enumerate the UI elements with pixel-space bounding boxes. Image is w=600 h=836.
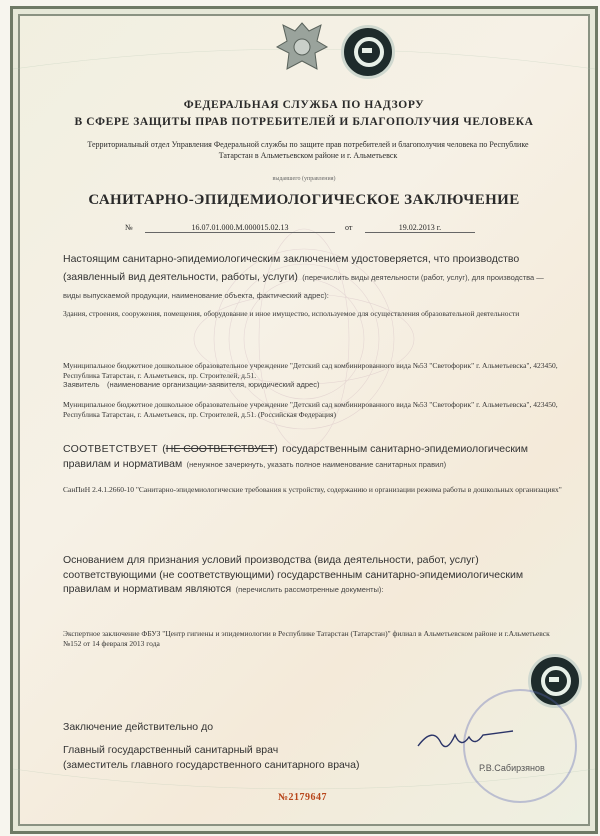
- date-label: от: [345, 223, 353, 232]
- certifies-text: Настоящим санитарно-эпидемиологическим заключением удостоверяется, что производство (заявленный вид деятельности, работы, услуги): [63, 253, 520, 283]
- issuer-caption: выдавшего (управления): [272, 176, 336, 182]
- chief-doctor-deputy: (заместитель главного государственного санитарного врача): [63, 759, 360, 771]
- certificate-sheet: [10, 6, 598, 834]
- object-description: Здания, строения, сооружения, помещения, оборудование и иное имущество, используемое для осуществления образовательной деятельности: [63, 309, 520, 318]
- not-conforms-struck: НЕ СООТВЕТСТВУЕТ: [165, 443, 275, 455]
- territorial-department: Территориальный отдел Управления Федеральной службы по защите прав потребителей и благополучия человека по Республике Татарстан в Альметьевском районе и г. Альметьевск: [87, 140, 529, 160]
- agency-line-1: ФЕДЕРАЛЬНАЯ СЛУЖБА ПО НАДЗОРУ: [183, 99, 425, 111]
- applicant-label: Заявитель: [63, 380, 100, 389]
- sanpin-reference: СанПиН 2.4.1.2660-10 "Санитарно-эпидемиологические требования к устройству, содержанию и организации режима работы в дошкольных организациях": [63, 485, 562, 494]
- valid-until-label: Заключение действительно до: [63, 721, 214, 733]
- coat-of-arms-emblem: [271, 17, 333, 81]
- conforms-word: СООТВЕТСТВУЕТ: [63, 443, 158, 455]
- rospotrebnadzor-logo: [341, 25, 395, 79]
- certificate-date: 19.02.2013 г.: [365, 223, 475, 233]
- expert-conclusion: Экспертное заключение ФБУЗ "Центр гигиены и эпидемиологии в Республике Татарстан (Татарстан)" филиал в Альметьевском районе и г.Альметьевск №152 от 14 февраля 2013 года: [63, 629, 550, 648]
- signature: [413, 721, 523, 761]
- applicant-note: (наименование организации-заявителя, юридический адрес): [107, 380, 320, 389]
- basis-text: Основанием для признания условий производства (вида деятельности, работ, услуг) соответствующими (не соответствующими) государственным санитарно-эпидемиологическим правилам и нормативам являются: [63, 554, 524, 595]
- signer-name: Р.В.Сабирзянов: [479, 763, 545, 773]
- basis-note: (перечислить рассмотренные документы):: [235, 585, 384, 594]
- organization-1: Муниципальное бюджетное дошкольное образовательное учреждение "Детский сад комбинированного вида №53 "Светофорик" г. Альметьевска", 423450, Республика Татарстан, г. Альметьевск, пр. Строителей, д.51.: [63, 361, 558, 380]
- serial-number: №2179647: [278, 792, 328, 803]
- organization-2: Муниципальное бюджетное дошкольное образовательное учреждение "Детский сад комбинированного вида №53 "Светофорик" г. Альметьевска", 423450, Республика Татарстан, г. Альметьевск, пр. Строителей, д.51. (Российская Федерация): [63, 400, 558, 419]
- certificate-number: 16.07.01.000.М.000015.02.13: [145, 223, 335, 233]
- conformity-note: (ненужное зачеркнуть, указать полное наименование санитарных правил): [186, 459, 447, 469]
- number-label: №: [125, 223, 133, 232]
- basis-block: [63, 552, 568, 596]
- certifies-block: [63, 249, 563, 303]
- conformity-rest: государственным санитарно-эпидемиологическим правилам и нормативам: [63, 443, 529, 470]
- conformity-block: СООТВЕТСТВУЕТ (НЕ СООТВЕТСТВУЕТ) государственным санитарно-эпидемиологическим правилам и нормативам (ненужное зачеркнуть, указать полное наименование санитарных правил): [63, 443, 529, 470]
- document-title: САНИТАРНО-ЭПИДЕМИОЛОГИЧЕСКОЕ ЗАКЛЮЧЕНИЕ: [88, 192, 520, 208]
- certifies-note: (перечислить виды деятельности (работ, услуг), для производства — виды выпускаемой продукции, наименование объекта, фактический адрес):: [63, 273, 544, 300]
- chief-doctor-title: Главный государственный санитарный врач: [63, 744, 279, 756]
- agency-line-2: В СФЕРЕ ЗАЩИТЫ ПРАВ ПОТРЕБИТЕЛЕЙ И БЛАГОПОЛУЧИЯ ЧЕЛОВЕКА: [74, 116, 534, 128]
